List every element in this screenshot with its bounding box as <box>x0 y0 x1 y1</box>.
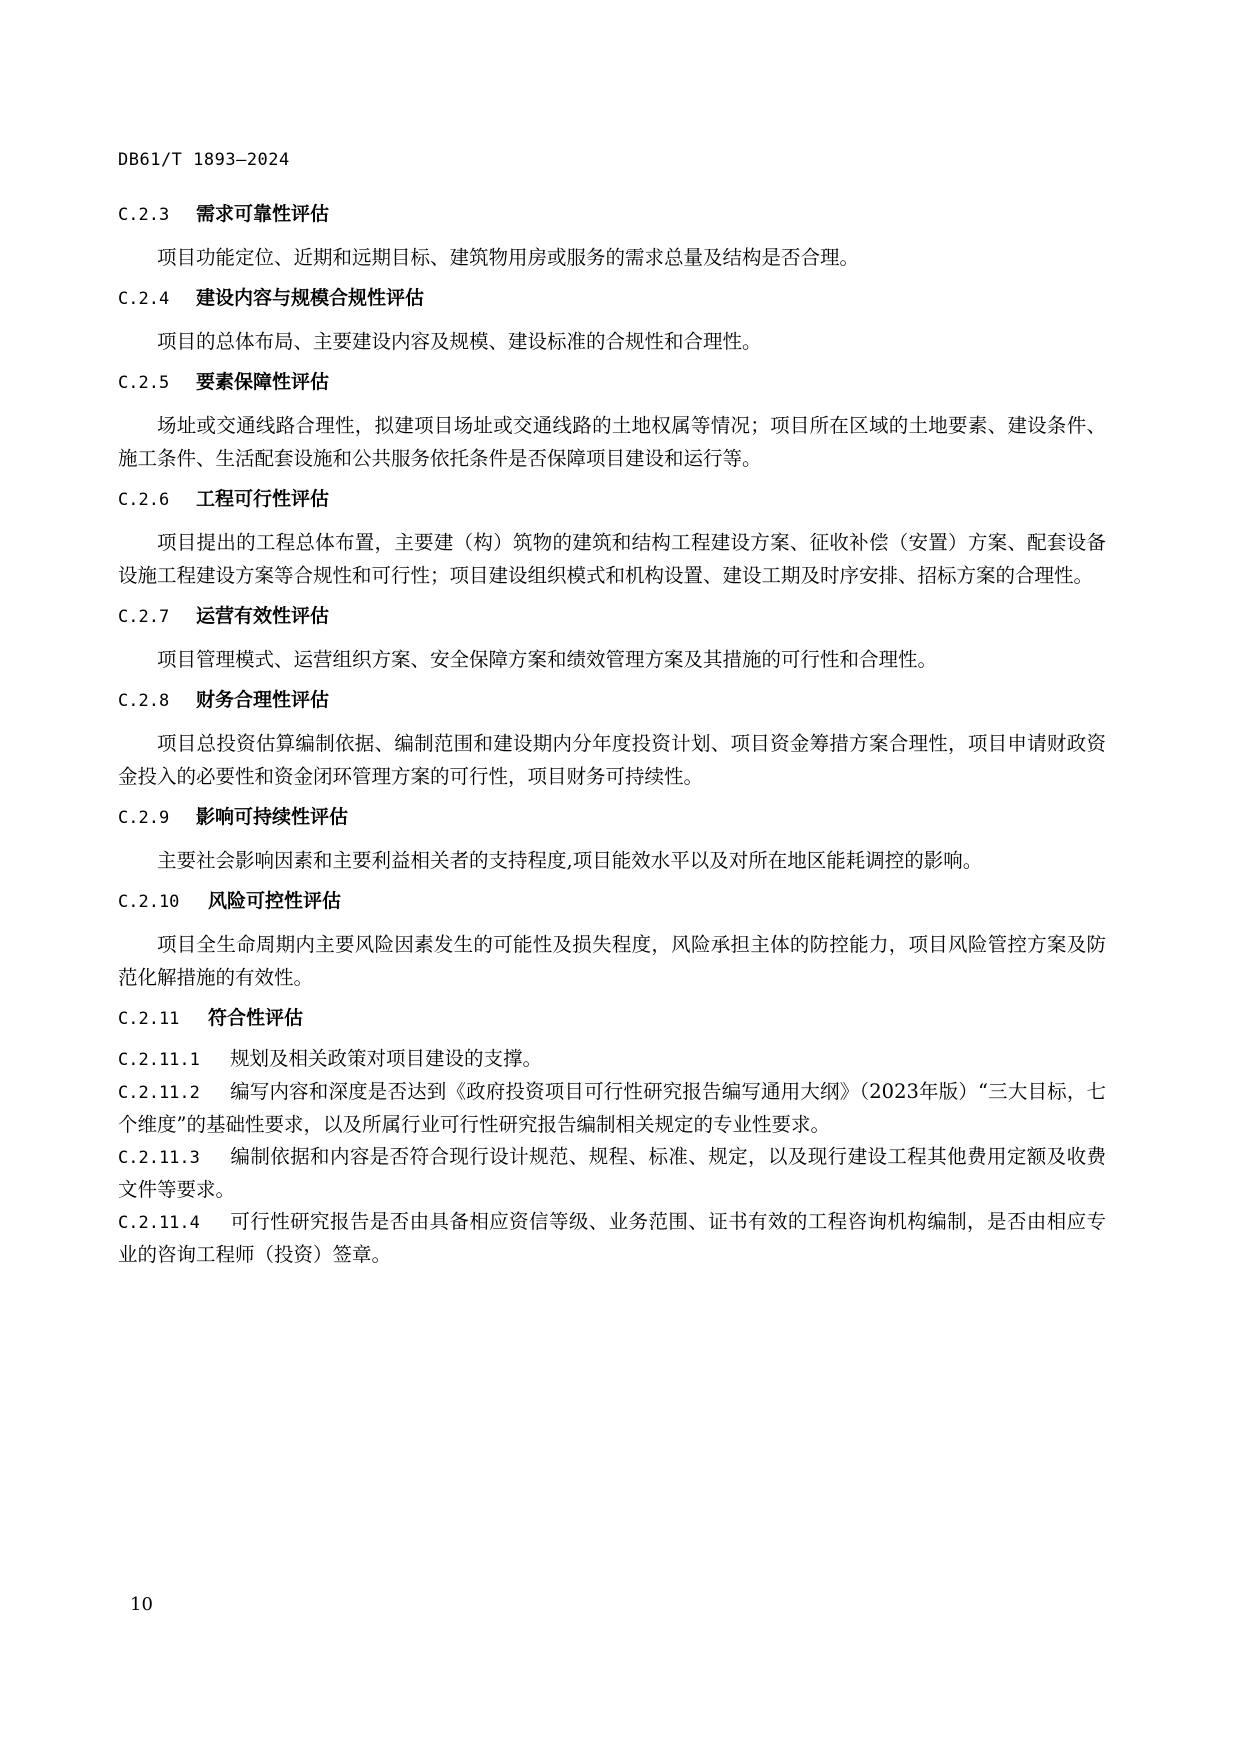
section-number: C.2.11 <box>118 1009 180 1029</box>
section-c-2-11 <box>118 1004 1106 1271</box>
section-heading <box>118 200 1106 229</box>
subsection-number: C.2.11.3 <box>118 1148 200 1168</box>
subsection-text: 编写内容和深度是否达到《政府投资项目可行性研究报告编写通用大纲》（2023年版）“三大目标，七个维度”的基础性要求，以及所属行业可行性研究报告编制相关规定的专业性要求。 <box>118 1080 1106 1136</box>
section-heading <box>118 1004 1106 1033</box>
section-body: 主要社会影响因素和主要利益相关者的支持程度,项目能效水平以及对所在地区能耗调控的影响。 <box>157 849 983 872</box>
section-title: 工程可行性评估 <box>196 488 330 510</box>
section-number: C.2.9 <box>118 808 170 828</box>
section-body: 项目提出的工程总体布置，主要建（构）筑物的建筑和结构工程建设方案、征收补偿（安置）方案、配套设备设施工程建设方案等合规性和可行性；项目建设组织模式和机构设置、建设工期及时序安排、招标方案的合理性。 <box>118 531 1106 587</box>
subsection-item <box>118 1043 1106 1076</box>
section-heading <box>118 686 1106 715</box>
section-title: 影响可持续性评估 <box>196 806 349 828</box>
page-number: 10 <box>130 1594 153 1615</box>
section-heading <box>118 284 1106 313</box>
section-heading <box>118 485 1106 514</box>
section-heading <box>118 887 1106 916</box>
section-number: C.2.7 <box>118 607 170 627</box>
section-number: C.2.10 <box>118 892 180 912</box>
section-body: 项目全生命周期内主要风险因素发生的可能性及损失程度，风险承担主体的防控能力，项目风险管控方案及防范化解措施的有效性。 <box>118 933 1106 989</box>
section-c-2-3 <box>118 200 1106 274</box>
section-title: 要素保障性评估 <box>196 371 330 393</box>
section-number: C.2.8 <box>118 691 170 711</box>
subsection-text: 规划及相关政策对项目建设的支撑。 <box>230 1047 543 1070</box>
section-body: 项目的总体布局、主要建设内容及规模、建设标准的合规性和合理性。 <box>157 330 762 353</box>
section-title: 风险可控性评估 <box>208 890 342 912</box>
section-c-2-4 <box>118 284 1106 358</box>
section-title: 财务合理性评估 <box>196 689 330 711</box>
section-c-2-5 <box>118 368 1106 475</box>
subsection-number: C.2.11.4 <box>118 1213 200 1233</box>
section-c-2-6 <box>118 485 1106 592</box>
subsection-text: 可行性研究报告是否由具备相应资信等级、业务范围、证书有效的工程咨询机构编制，是否由相应专业的咨询工程师（投资）签章。 <box>118 1210 1106 1266</box>
section-number: C.2.3 <box>118 205 170 225</box>
section-number: C.2.6 <box>118 490 170 510</box>
section-heading <box>118 803 1106 832</box>
subsection-item <box>118 1206 1106 1271</box>
subsection-item <box>118 1076 1106 1141</box>
subsection-text: 编制依据和内容是否符合现行设计规范、规程、标准、规定，以及现行建设工程其他费用定额及收费文件等要求。 <box>118 1145 1106 1201</box>
section-number: C.2.5 <box>118 373 170 393</box>
subsection-item <box>118 1141 1106 1206</box>
section-title: 运营有效性评估 <box>196 605 330 627</box>
section-heading <box>118 368 1106 397</box>
section-title: 建设内容与规模合规性评估 <box>196 287 425 309</box>
section-c-2-10 <box>118 887 1106 994</box>
standard-code: DB61/T 1893—2024 <box>118 150 290 170</box>
section-body: 项目总投资估算编制依据、编制范围和建设期内分年度投资计划、项目资金筹措方案合理性，项目申请财政资金投入的必要性和资金闭环管理方案的可行性，项目财务可持续性。 <box>118 732 1106 788</box>
section-body: 项目管理模式、运营组织方案、安全保障方案和绩效管理方案及其措施的可行性和合理性。 <box>157 648 938 671</box>
subsection-number: C.2.11.2 <box>118 1083 200 1103</box>
section-c-2-8 <box>118 686 1106 793</box>
document-body <box>118 200 1106 1271</box>
section-body: 场址或交通线路合理性，拟建项目场址或交通线路的土地权属等情况；项目所在区域的土地要素、建设条件、施工条件、生活配套设施和公共服务依托条件是否保障项目建设和运行等。 <box>118 414 1106 470</box>
subsection-number: C.2.11.1 <box>118 1050 200 1070</box>
section-number: C.2.4 <box>118 289 170 309</box>
section-c-2-7 <box>118 602 1106 676</box>
subsection-list <box>118 1043 1106 1271</box>
section-body: 项目功能定位、近期和远期目标、建筑物用房或服务的需求总量及结构是否合理。 <box>157 246 860 269</box>
section-c-2-9 <box>118 803 1106 877</box>
section-heading <box>118 602 1106 631</box>
section-title: 需求可靠性评估 <box>196 203 330 225</box>
section-title: 符合性评估 <box>208 1007 304 1029</box>
